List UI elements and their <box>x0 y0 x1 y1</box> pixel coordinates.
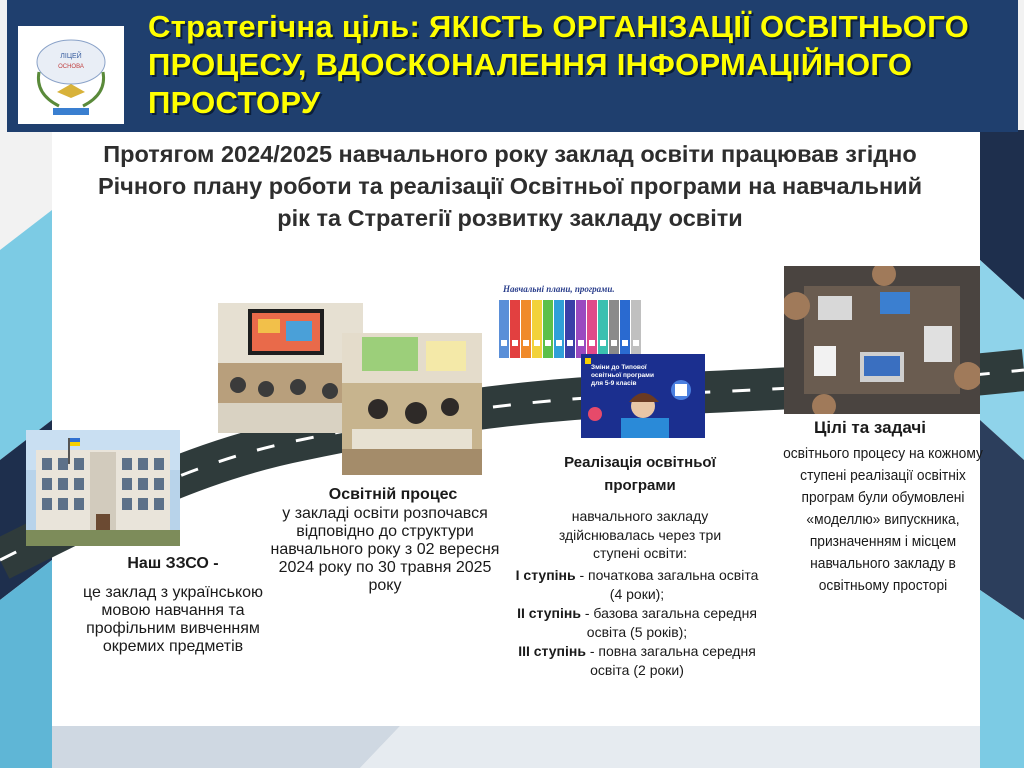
teamwork-photo <box>784 266 980 414</box>
binders-photo <box>497 284 644 362</box>
binders-caption: Навчальні плани, програми. <box>503 284 615 294</box>
program-poster <box>581 354 705 438</box>
level-name: ІІ ступінь <box>517 605 581 621</box>
intro-text: Протягом 2024/2025 навчального року заклад освіти працював згідно Річного плану роботи та реалізації Освітньої програми на навчальний рік та Стратегії розвитку закладу освіти <box>97 141 923 231</box>
level-desc: - повна загальна середня освіта (2 роки) <box>585 643 756 678</box>
school-logo <box>18 26 124 124</box>
level-name: ІІІ ступінь <box>518 643 586 659</box>
level-name: І ступінь <box>515 567 576 583</box>
level-item <box>510 642 764 680</box>
level-desc: - базова загальна середня освіта (5 років); <box>580 605 757 640</box>
level-item <box>510 566 764 604</box>
school-title: Наш ЗЗСО - <box>127 555 219 572</box>
students-photo <box>342 333 482 475</box>
poster-headline: Зміни до Типової освітньої програми для 5-9 класів <box>591 364 654 387</box>
svg-text:ЛІЦЕЙ: ЛІЦЕЙ <box>60 53 82 60</box>
school-building-photo <box>26 430 180 546</box>
process-description: у закладі освіти розпочався відповідно до структури навчального року з 02 вересня 2024 року по 30 травня 2025 року <box>270 505 500 594</box>
goals-title: Цілі та задачі <box>814 418 926 437</box>
program-title: Реалізація освітньої програми <box>564 454 716 494</box>
svg-text:ОСНОВА: ОСНОВА <box>58 64 84 70</box>
page-title: Стратегічна ціль: ЯКІСТЬ ОРГАНІЗАЦІЇ ОСВІТНЬОГО ПРОЦЕСУ, ВДОСКОНАЛЕННЯ ІНФОРМАЦІЙНОГО ПРОСТОРУ <box>148 9 970 120</box>
program-intro: навчального закладу здійснювалась через три ступені освіти: <box>558 508 722 561</box>
level-desc: - початкова загальна освіта (4 роки); <box>575 567 759 602</box>
laurel-emblem-icon <box>25 32 117 118</box>
program-levels <box>510 566 764 680</box>
process-title: Освітній процес <box>328 486 458 503</box>
goals-description: освітнього процесу на кожному ступені реалізації освітніх програм були обумовлені «моделлю» випускника, призначенням і місцем навчального закладу в освітньому просторі <box>783 445 983 594</box>
school-description: це заклад з українською мовою навчання та профільним вивченням окремих предметів <box>82 584 264 655</box>
level-item <box>510 604 764 642</box>
